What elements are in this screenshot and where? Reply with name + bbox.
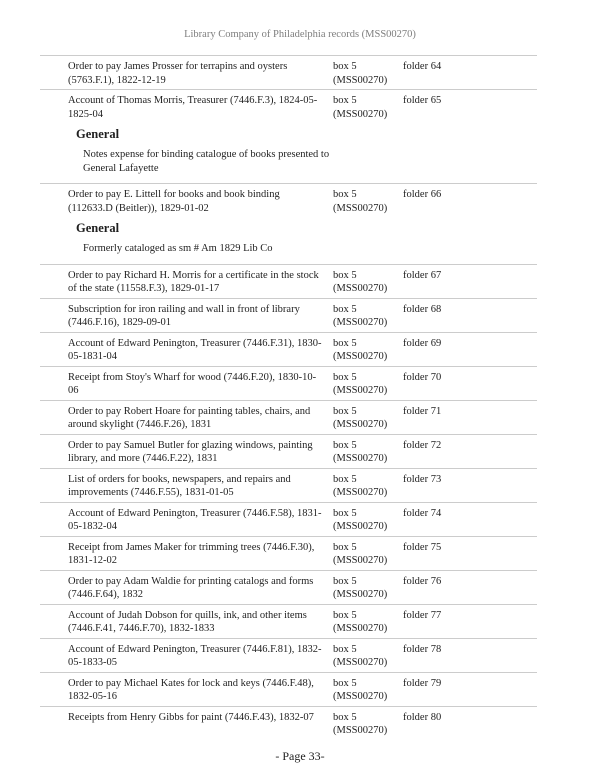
- record-box: [333, 60, 403, 87]
- record-box: [333, 269, 403, 296]
- record-box-number: box 5: [333, 95, 357, 106]
- table-row: [40, 366, 537, 400]
- record-title: Order to pay Robert Hoare for painting tables, chairs, and around skylight (7446.F.26), 1831: [68, 405, 311, 430]
- record-box: [333, 677, 403, 704]
- record-row: [40, 435, 537, 468]
- page-header: Library Company of Philadelphia records (MSS00270): [184, 29, 416, 40]
- record-box-number: box 5: [333, 541, 357, 553]
- table-row: [40, 332, 537, 366]
- general-section: [40, 220, 537, 264]
- record-box-number: box 5: [333, 303, 357, 315]
- record-row: [40, 265, 537, 298]
- record-box: [333, 643, 403, 670]
- record-box-number: box 5: [333, 507, 357, 519]
- record-title: Subscription for iron railing and wall in front of library (7446.F.16), 1829-09-01: [68, 303, 300, 328]
- record-folder: folder 75: [403, 541, 442, 553]
- table-row: [40, 298, 537, 332]
- record-title: Order to pay Adam Waldie for printing catalogs and forms (7446.F.64), 1832: [68, 575, 314, 600]
- record-folder: folder 67: [403, 269, 442, 281]
- record-title: Account of Edward Penington, Treasurer (7446.F.81), 1832-05-1833-05: [68, 643, 322, 668]
- record-box-collection: (MSS00270): [333, 521, 388, 532]
- record-box: [333, 337, 403, 364]
- record-box-collection: (MSS00270): [333, 657, 388, 668]
- record-row: [40, 503, 537, 536]
- record-folder: folder 79: [403, 677, 442, 689]
- record-box-collection: (MSS00270): [333, 487, 388, 498]
- general-note: Formerly cataloged as sm # Am 1829 Lib Co: [83, 243, 273, 254]
- record-row: [40, 401, 537, 434]
- table-row: [40, 400, 537, 434]
- record-box-number: box 5: [333, 405, 357, 417]
- record-folder: folder 69: [403, 337, 442, 349]
- record-folder: folder 68: [403, 303, 442, 315]
- record-box: [333, 473, 403, 500]
- record-title: Order to pay Samuel Butler for glazing windows, painting library, and more (7446.F.22), 1831: [68, 439, 313, 464]
- record-box-number: box 5: [333, 269, 357, 281]
- record-folder: folder 65: [403, 95, 442, 106]
- record-folder: folder 71: [403, 405, 442, 417]
- record-box-collection: (MSS00270): [333, 202, 388, 214]
- general-section: [40, 126, 537, 183]
- general-heading: General: [76, 221, 120, 235]
- record-box-collection: (MSS00270): [333, 351, 388, 362]
- record-row: [40, 56, 537, 89]
- record-row: [40, 537, 537, 570]
- record-box-collection: (MSS00270): [333, 555, 388, 566]
- record-box-collection: (MSS00270): [333, 108, 388, 120]
- table-row: [40, 502, 537, 536]
- record-box-number: box 5: [333, 609, 357, 621]
- record-title: Order to pay Richard H. Morris for a certificate in the stock of the state (11558.F.3), 1829-01-17: [68, 269, 319, 294]
- record-folder: folder 73: [403, 473, 442, 485]
- table-row: [40, 183, 537, 264]
- record-title: Account of Thomas Morris, Treasurer (7446.F.3), 1824-05-1825-04: [68, 95, 318, 120]
- record-box-collection: (MSS00270): [333, 623, 388, 634]
- record-row: [40, 299, 537, 332]
- general-heading: General: [76, 127, 120, 141]
- record-folder: folder 64: [403, 61, 442, 72]
- record-box: [333, 575, 403, 602]
- record-folder: folder 76: [403, 575, 442, 587]
- record-row: [40, 90, 537, 123]
- record-title: List of orders for books, newspapers, and repairs and improvements (7446.F.55), 1831-01-05: [68, 473, 291, 498]
- table-row: [40, 672, 537, 706]
- record-row: [40, 184, 537, 217]
- table-row: [40, 706, 537, 740]
- record-box-number: box 5: [333, 473, 357, 485]
- general-note: Notes expense for binding catalogue of books presented to General Lafayette: [83, 149, 330, 174]
- records-table: [40, 55, 537, 740]
- record-box: [333, 541, 403, 568]
- table-row: [40, 536, 537, 570]
- record-title: Receipt from Stoy's Wharf for wood (7446.F.20), 1830-10-06: [68, 371, 317, 396]
- record-box-number: box 5: [333, 371, 357, 383]
- record-folder: folder 78: [403, 643, 442, 655]
- record-row: [40, 571, 537, 604]
- record-box: [333, 303, 403, 330]
- record-title: Order to pay E. Littell for books and book binding (112633.D (Beitler)), 1829-01-02: [68, 189, 280, 214]
- page-number: - Page 33-: [275, 748, 325, 763]
- table-row: [40, 468, 537, 502]
- record-box-number: box 5: [333, 61, 357, 72]
- table-row: [40, 604, 537, 638]
- record-box-collection: (MSS00270): [333, 589, 388, 600]
- record-box: [333, 439, 403, 466]
- table-row: [40, 570, 537, 604]
- record-title: Account of Edward Penington, Treasurer (7446.F.31), 1830-05-1831-04: [68, 337, 322, 362]
- record-folder: folder 77: [403, 609, 442, 621]
- record-title: Account of Edward Penington, Treasurer (7446.F.58), 1831-05-1832-04: [68, 507, 322, 532]
- record-title: Account of Judah Dobson for quills, ink, and other items (7446.F.41, 7446.F.70), 1832-1833: [68, 609, 307, 634]
- record-folder: folder 70: [403, 371, 442, 383]
- record-row: [40, 673, 537, 706]
- record-box-number: box 5: [333, 439, 357, 451]
- record-box: [333, 405, 403, 432]
- record-title: Receipts from Henry Gibbs for paint (7446.F.43), 1832-07: [68, 711, 314, 723]
- record-box: [333, 711, 403, 738]
- record-box-number: box 5: [333, 677, 357, 689]
- record-row: [40, 469, 537, 502]
- record-box-number: box 5: [333, 575, 357, 587]
- record-title: Order to pay Michael Kates for lock and keys (7446.F.48), 1832-05-16: [68, 677, 314, 702]
- record-box-collection: (MSS00270): [333, 419, 388, 430]
- record-row: [40, 605, 537, 638]
- table-row: [40, 89, 537, 183]
- record-box-number: box 5: [333, 189, 357, 200]
- table-row: [40, 55, 537, 89]
- table-row: [40, 434, 537, 468]
- record-box: [333, 94, 403, 121]
- table-row: [40, 264, 537, 298]
- record-row: [40, 333, 537, 366]
- record-box-number: box 5: [333, 711, 357, 723]
- record-box-number: box 5: [333, 337, 357, 349]
- record-title: Order to pay James Prosser for terrapins and oysters (5763.F.1), 1822-12-19: [68, 61, 288, 86]
- record-folder: folder 74: [403, 507, 442, 519]
- record-box-collection: (MSS00270): [333, 453, 388, 464]
- record-box: [333, 371, 403, 398]
- record-row: [40, 367, 537, 400]
- record-folder: folder 72: [403, 439, 442, 451]
- record-box-collection: (MSS00270): [333, 283, 388, 294]
- record-box-collection: (MSS00270): [333, 74, 388, 86]
- record-box: [333, 507, 403, 534]
- record-title: Receipt from James Maker for trimming trees (7446.F.30), 1831-12-02: [68, 541, 315, 566]
- record-row: [40, 639, 537, 672]
- record-box: [333, 609, 403, 636]
- record-box-collection: (MSS00270): [333, 385, 388, 396]
- table-row: [40, 638, 537, 672]
- record-box-collection: (MSS00270): [333, 317, 388, 328]
- record-row: [40, 707, 537, 740]
- record-box: [333, 188, 403, 215]
- record-box-collection: (MSS00270): [333, 725, 388, 736]
- record-folder: folder 66: [403, 189, 442, 200]
- record-box-number: box 5: [333, 643, 357, 655]
- record-box-collection: (MSS00270): [333, 691, 388, 702]
- record-folder: folder 80: [403, 711, 442, 723]
